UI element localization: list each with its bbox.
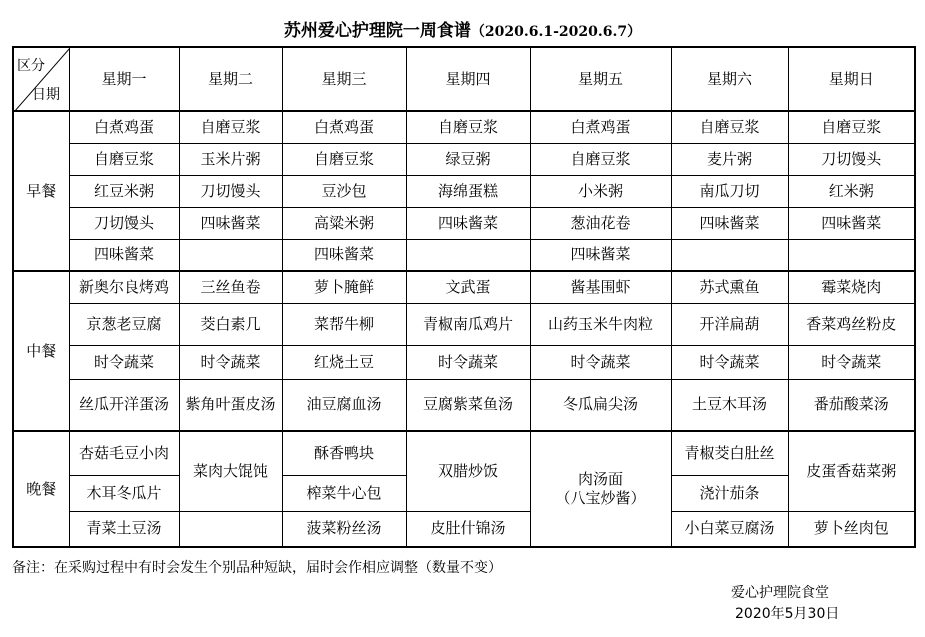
menu-cell: 时令蔬菜 [671, 345, 788, 379]
dinner-row [13, 511, 915, 547]
menu-cell: 绿豆粥 [406, 143, 530, 175]
menu-cell: 红豆米粥 [69, 175, 179, 207]
day-header: 星期四 [406, 47, 530, 111]
menu-cell: 皮肚什锦汤 [406, 511, 530, 547]
menu-cell: 自磨豆浆 [530, 143, 671, 175]
signature-organization: 爱心护理院食堂 [731, 585, 829, 601]
lunch-row [13, 379, 915, 431]
breakfast-row [13, 207, 915, 239]
corner-label-date: 日期 [32, 87, 60, 103]
menu-cell: 苏式熏鱼 [671, 271, 788, 303]
meal-label-dinner: 晚餐 [13, 431, 69, 547]
lunch-row [13, 271, 915, 303]
menu-cell: 刀切馒头 [69, 207, 179, 239]
day-header: 星期一 [69, 47, 179, 111]
menu-cell: 南瓜刀切 [671, 175, 788, 207]
menu-cell: 四味酱菜 [179, 207, 282, 239]
menu-cell: 杏菇毛豆小肉 [69, 431, 179, 475]
menu-cell: 四味酱菜 [406, 207, 530, 239]
menu-cell: 小米粥 [530, 175, 671, 207]
breakfast-row [13, 239, 915, 271]
menu-cell [671, 239, 788, 271]
menu-cell: 青椒茭白肚丝 [671, 431, 788, 475]
menu-cell: 时令蔬菜 [69, 345, 179, 379]
weekly-menu-table [12, 46, 916, 548]
menu-cell-line: 肉汤面 [577, 470, 623, 488]
menu-cell: 时令蔬菜 [179, 345, 282, 379]
day-header: 星期五 [530, 47, 671, 111]
menu-cell: 时令蔬菜 [406, 345, 530, 379]
menu-cell: 豆腐紫菜鱼汤 [406, 379, 530, 431]
title-main: 苏州爱心护理院一周食谱 [283, 21, 471, 41]
menu-cell: 菠菜粉丝汤 [282, 511, 406, 547]
menu-cell: 时令蔬菜 [530, 345, 671, 379]
signature-date: 2020年5月30日 [735, 606, 840, 622]
menu-cell: 榨菜牛心包 [282, 475, 406, 511]
menu-cell: 白煮鸡蛋 [530, 111, 671, 143]
menu-cell: 冬瓜扁尖汤 [530, 379, 671, 431]
menu-cell: 京葱老豆腐 [69, 303, 179, 345]
menu-cell: 青菜土豆汤 [69, 511, 179, 547]
menu-cell: 白煮鸡蛋 [69, 111, 179, 143]
footnote: 备注：在采购过程中有时会发生个别品种短缺，届时会作相应调整（数量不变） [12, 560, 502, 576]
menu-cell: 三丝鱼卷 [179, 271, 282, 303]
menu-cell: 酱基围虾 [530, 271, 671, 303]
corner-label-category: 区分 [17, 58, 45, 74]
menu-cell: 刀切馒头 [179, 175, 282, 207]
meal-label-breakfast: 早餐 [13, 111, 69, 271]
menu-cell: 自磨豆浆 [788, 111, 915, 143]
menu-cell: 自磨豆浆 [406, 111, 530, 143]
menu-cell: 萝卜丝肉包 [788, 511, 915, 547]
header-row [13, 47, 915, 111]
menu-cell: 自磨豆浆 [179, 111, 282, 143]
day-header: 星期二 [179, 47, 282, 111]
menu-cell: 时令蔬菜 [788, 345, 915, 379]
menu-cell: 浇汁茄条 [671, 475, 788, 511]
menu-cell [530, 431, 671, 547]
menu-cell: 番茄酸菜汤 [788, 379, 915, 431]
menu-cell: 茭白素几 [179, 303, 282, 345]
menu-cell: 山药玉米牛肉粒 [530, 303, 671, 345]
menu-cell: 四味酱菜 [69, 239, 179, 271]
menu-cell: 麦片粥 [671, 143, 788, 175]
day-header: 星期日 [788, 47, 915, 111]
menu-cell: 白煮鸡蛋 [282, 111, 406, 143]
menu-cell [179, 239, 282, 271]
dinner-row [13, 431, 915, 475]
menu-cell [788, 239, 915, 271]
menu-cell: 红烧土豆 [282, 345, 406, 379]
menu-cell: 小白菜豆腐汤 [671, 511, 788, 547]
menu-cell: 丝瓜开洋蛋汤 [69, 379, 179, 431]
menu-cell: 四味酱菜 [530, 239, 671, 271]
menu-cell: 菜帮牛柳 [282, 303, 406, 345]
menu-cell: 香菜鸡丝粉皮 [788, 303, 915, 345]
menu-cell: 玉米片粥 [179, 143, 282, 175]
menu-cell: 红米粥 [788, 175, 915, 207]
menu-cell: 萝卜腌鲜 [282, 271, 406, 303]
page-title [0, 16, 925, 41]
menu-cell [179, 511, 282, 547]
corner-cell [13, 47, 69, 111]
menu-cell: 四味酱菜 [671, 207, 788, 239]
meal-label-lunch: 中餐 [13, 271, 69, 431]
menu-cell: 自磨豆浆 [282, 143, 406, 175]
menu-cell: 双腊炒饭 [406, 431, 530, 511]
day-header: 星期三 [282, 47, 406, 111]
menu-cell: 青椒南瓜鸡片 [406, 303, 530, 345]
menu-cell: 紫角叶蛋皮汤 [179, 379, 282, 431]
lunch-row [13, 303, 915, 345]
menu-cell: 油豆腐血汤 [282, 379, 406, 431]
day-header: 星期六 [671, 47, 788, 111]
menu-cell: 四味酱菜 [282, 239, 406, 271]
menu-cell: 霉菜烧肉 [788, 271, 915, 303]
menu-cell: 豆沙包 [282, 175, 406, 207]
menu-cell: 高粱米粥 [282, 207, 406, 239]
menu-cell: 四味酱菜 [788, 207, 915, 239]
title-date-range: （2020.6.1-2020.6.7） [470, 24, 642, 40]
menu-cell-line: （八宝炒酱） [555, 489, 646, 507]
menu-cell: 皮蛋香菇菜粥 [788, 431, 915, 511]
menu-cell: 新奥尔良烤鸡 [69, 271, 179, 303]
menu-cell: 海绵蛋糕 [406, 175, 530, 207]
menu-cell [406, 239, 530, 271]
menu-cell: 葱油花卷 [530, 207, 671, 239]
menu-cell: 木耳冬瓜片 [69, 475, 179, 511]
menu-cell: 菜肉大馄饨 [179, 431, 282, 511]
breakfast-row [13, 175, 915, 207]
menu-cell: 自磨豆浆 [69, 143, 179, 175]
breakfast-row [13, 143, 915, 175]
breakfast-row [13, 111, 915, 143]
menu-cell: 土豆木耳汤 [671, 379, 788, 431]
lunch-row [13, 345, 915, 379]
menu-cell: 开洋扁葫 [671, 303, 788, 345]
menu-cell: 自磨豆浆 [671, 111, 788, 143]
menu-cell: 文武蛋 [406, 271, 530, 303]
menu-cell: 酥香鸭块 [282, 431, 406, 475]
menu-cell: 刀切馒头 [788, 143, 915, 175]
